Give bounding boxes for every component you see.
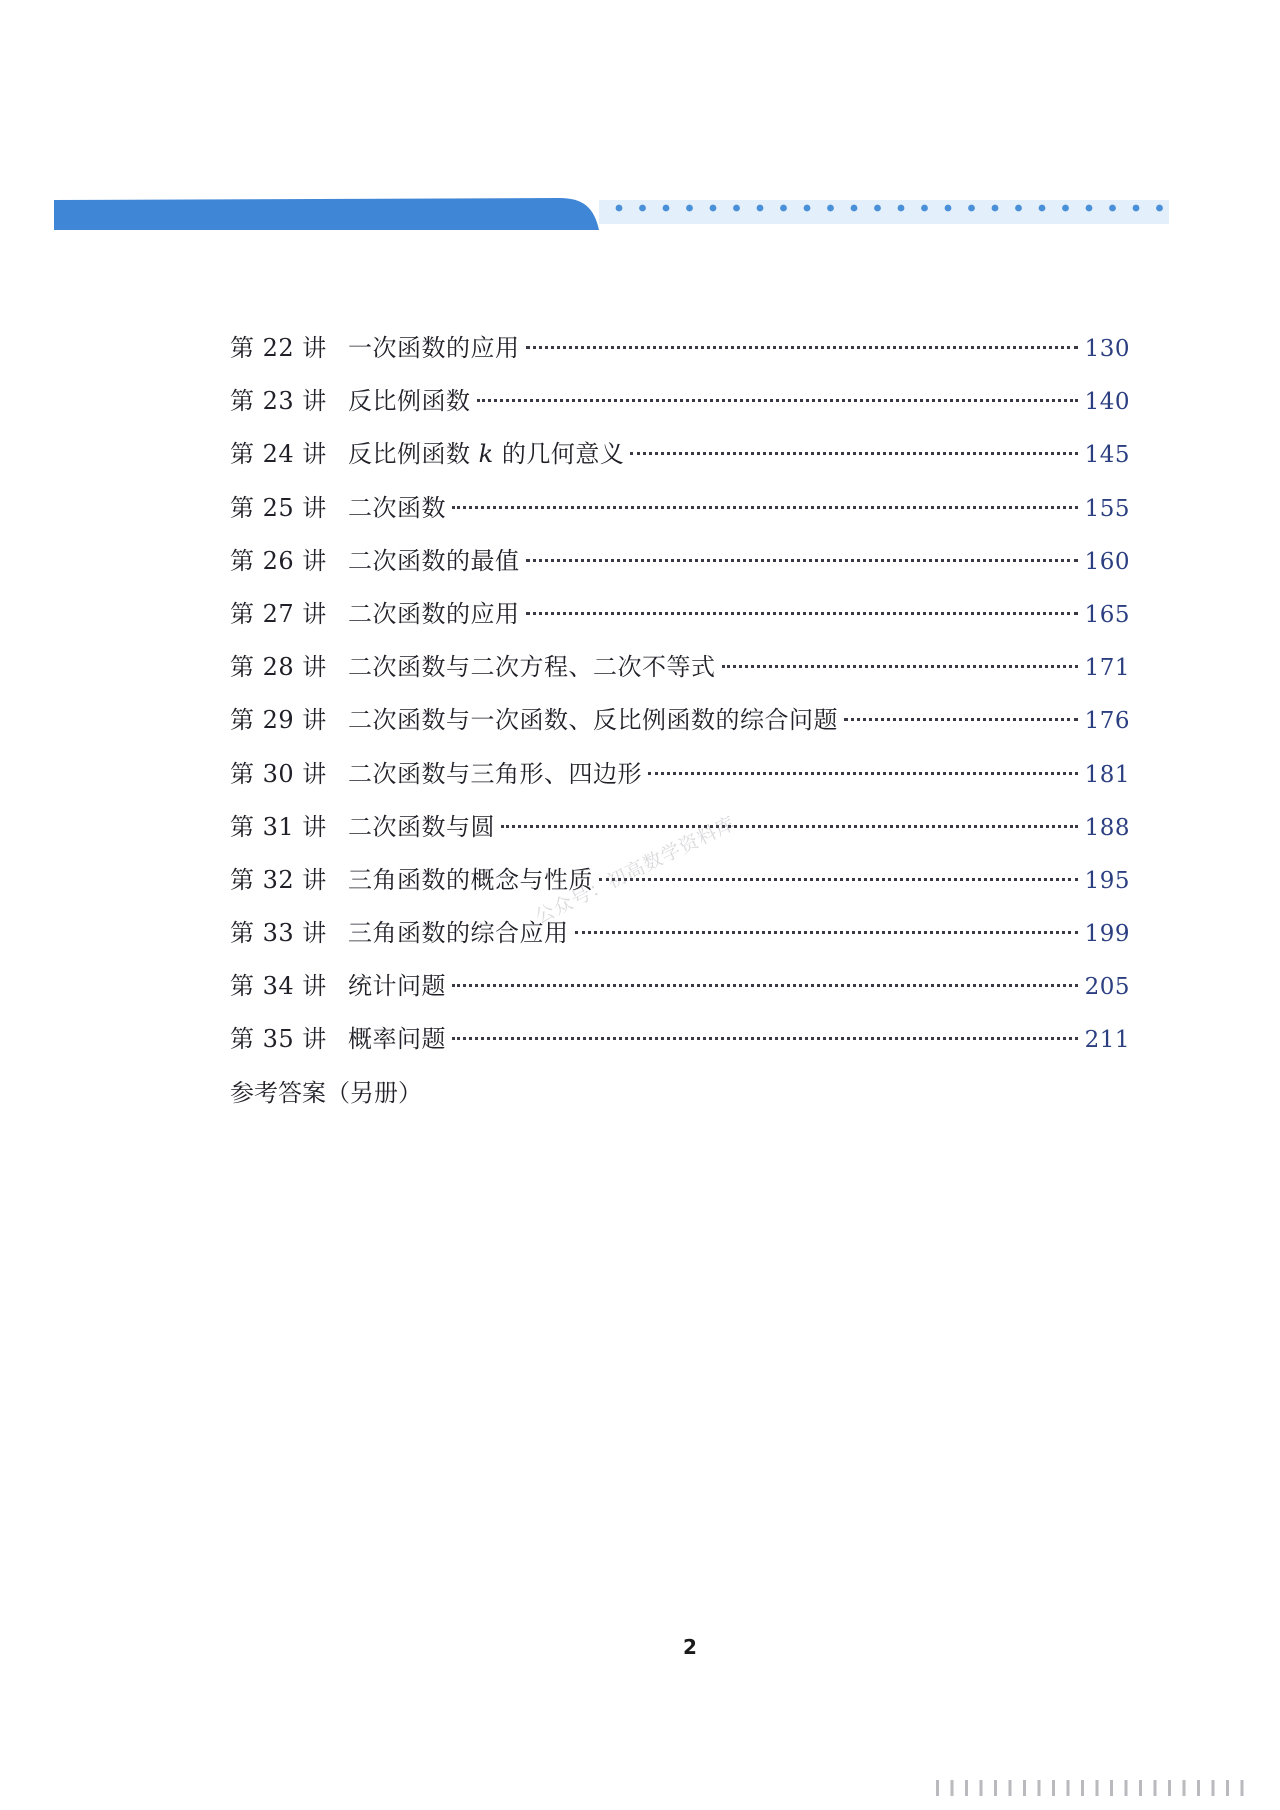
- toc-dot-leader: [501, 825, 1078, 828]
- toc-entry-number: 第 29 讲: [230, 706, 327, 735]
- header-dot: [898, 205, 905, 212]
- toc-entry[interactable]: [230, 754, 1130, 807]
- footer-tick: [1067, 1780, 1070, 1796]
- header-band-light: [599, 200, 1169, 224]
- header-dot: [804, 205, 811, 212]
- footer-tick: [1241, 1780, 1244, 1796]
- header-dot: [639, 205, 646, 212]
- toc-entry-page: 130: [1084, 336, 1130, 362]
- footer-tick: [1052, 1780, 1055, 1796]
- toc-entry-title: [348, 434, 624, 469]
- header-dot: [874, 205, 881, 212]
- header-band: [54, 194, 1184, 230]
- header-dot: [663, 205, 670, 212]
- toc-entry-number: 第 32 讲: [230, 865, 327, 894]
- toc-entry[interactable]: [230, 594, 1130, 647]
- toc-entry[interactable]: [230, 1019, 1130, 1072]
- toc-entry[interactable]: [230, 913, 1130, 966]
- footer-edge-ticks: [936, 1780, 1244, 1796]
- toc-dot-leader: [575, 931, 1079, 934]
- toc-dot-leader: [526, 346, 1079, 349]
- toc-entry-page: 211: [1084, 1027, 1130, 1054]
- header-dot: [1156, 205, 1163, 212]
- header-dot: [827, 205, 834, 212]
- footer-tick: [1081, 1780, 1084, 1796]
- toc-dot-leader: [844, 718, 1078, 721]
- footer-tick: [1212, 1780, 1215, 1796]
- footer-tick: [1023, 1780, 1026, 1796]
- footer-tick: [1226, 1780, 1229, 1796]
- toc-entry-number: 第 24 讲: [230, 440, 327, 469]
- header-dot: [686, 205, 693, 212]
- toc-entry-title: 二次函数与圆: [348, 812, 495, 841]
- header-dot: [1133, 205, 1140, 212]
- toc-entry-title: 二次函数的应用: [348, 599, 520, 628]
- toc-dot-leader: [648, 772, 1078, 775]
- header-dot: [710, 205, 717, 212]
- toc-entry-page: 171: [1084, 655, 1130, 682]
- toc-entry-number: 第 34 讲: [230, 972, 327, 1001]
- toc-entry-title: 概率问题: [348, 1025, 446, 1054]
- toc-dot-leader: [722, 665, 1079, 668]
- footer-tick: [1139, 1780, 1142, 1796]
- toc-dot-leader: [452, 506, 1078, 509]
- toc-entry-title: 二次函数: [348, 493, 446, 522]
- toc-entry-title: 一次函数的应用: [348, 334, 520, 362]
- header-dot: [780, 205, 787, 212]
- toc-entry-page: 165: [1084, 601, 1130, 628]
- toc-entry-page: 195: [1084, 867, 1130, 894]
- toc-entry-page: 199: [1084, 921, 1130, 948]
- header-band-solid: [54, 198, 599, 230]
- footer-tick: [951, 1780, 954, 1796]
- toc-entry-title: 三角函数的概念与性质: [348, 865, 593, 894]
- footer-tick: [1009, 1780, 1012, 1796]
- footer-tick: [1168, 1780, 1171, 1796]
- toc-dot-leader: [599, 878, 1078, 881]
- toc-entry-number: 第 26 讲: [230, 546, 327, 575]
- toc-entry[interactable]: [230, 700, 1130, 753]
- toc-dot-leader: [526, 559, 1079, 562]
- header-dot: [992, 205, 999, 212]
- toc-entry[interactable]: [230, 541, 1130, 594]
- header-dot: [1086, 205, 1093, 212]
- toc-entry-number: 第 23 讲: [230, 387, 327, 416]
- toc-entry-title: 二次函数与一次函数、反比例函数的综合问题: [348, 706, 838, 735]
- table-of-contents: [230, 328, 1130, 1126]
- toc-entry[interactable]: [230, 488, 1130, 541]
- toc-entry-number: 第 25 讲: [230, 493, 327, 522]
- toc-dot-leader: [452, 984, 1078, 987]
- footer-tick: [1110, 1780, 1113, 1796]
- toc-entry-title: 二次函数与二次方程、二次不等式: [348, 653, 716, 682]
- toc-entry-title-variable: k: [478, 440, 494, 469]
- toc-entry-number: 第 33 讲: [230, 919, 327, 948]
- toc-entry-title-post: 的几何意义: [493, 440, 625, 469]
- toc-entry-title: 三角函数的综合应用: [348, 919, 569, 948]
- toc-entry-number: 第 31 讲: [230, 812, 327, 841]
- header-dot: [921, 205, 928, 212]
- toc-entry-title: 二次函数的最值: [348, 546, 520, 575]
- toc-entry-number: 第 28 讲: [230, 653, 327, 682]
- toc-entry[interactable]: [230, 860, 1130, 913]
- toc-entry-number: 第 35 讲: [230, 1025, 327, 1054]
- header-dot: [851, 205, 858, 212]
- toc-entry-page: 176: [1084, 708, 1130, 735]
- toc-entry-page: 160: [1084, 548, 1130, 575]
- footer-tick: [936, 1780, 939, 1796]
- toc-entry-page: 155: [1084, 495, 1130, 522]
- footer-tick: [1038, 1780, 1041, 1796]
- toc-entry[interactable]: [230, 381, 1130, 434]
- header-dot: [616, 205, 623, 212]
- toc-entry-page: 181: [1084, 761, 1130, 788]
- toc-dot-leader: [526, 612, 1079, 615]
- header-dot: [968, 205, 975, 212]
- toc-entry-title-pre: 反比例函数: [348, 440, 479, 469]
- header-dot: [1039, 205, 1046, 212]
- footer-tick: [1154, 1780, 1157, 1796]
- footer-tick: [980, 1780, 983, 1796]
- footer-tick: [1183, 1780, 1186, 1796]
- toc-entry-title: 反比例函数: [348, 387, 471, 416]
- header-dot: [1062, 205, 1069, 212]
- toc-entry-page: 140: [1084, 389, 1130, 416]
- header-dot: [945, 205, 952, 212]
- toc-dot-leader: [452, 1037, 1078, 1040]
- toc-dot-leader: [630, 452, 1078, 455]
- toc-entry-title: 二次函数与三角形、四边形: [348, 759, 642, 788]
- toc-answers-label: 参考答案（另册）: [230, 1078, 422, 1107]
- footer-tick: [1096, 1780, 1099, 1796]
- toc-entry[interactable]: [230, 966, 1130, 1019]
- watermark: 公众号：初高数学资料库: [531, 812, 740, 929]
- toc-entry[interactable]: [230, 328, 1130, 381]
- page-number: 2: [683, 1635, 697, 1659]
- footer-tick: [994, 1780, 997, 1796]
- toc-entry-page: 145: [1084, 442, 1130, 469]
- footer-tick: [1125, 1780, 1128, 1796]
- toc-entry-page: 205: [1084, 974, 1130, 1001]
- toc-entry-number: 第 22 讲: [230, 334, 327, 362]
- header-dot: [1109, 205, 1116, 212]
- toc-dot-leader: [477, 399, 1079, 402]
- toc-entry[interactable]: [230, 434, 1130, 487]
- toc-entry[interactable]: [230, 647, 1130, 700]
- header-dot: [733, 205, 740, 212]
- header-dot: [1015, 205, 1022, 212]
- toc-entry-number: 第 30 讲: [230, 759, 327, 788]
- toc-entry-page: 188: [1084, 814, 1130, 841]
- toc-answers-entry[interactable]: [230, 1073, 1130, 1126]
- footer-edge-tabs: [930, 1778, 1260, 1798]
- toc-entry-title: 统计问题: [348, 972, 446, 1001]
- footer-tick: [1197, 1780, 1200, 1796]
- footer-tick: [965, 1780, 968, 1796]
- header-dot: [757, 205, 764, 212]
- toc-entry-number: 第 27 讲: [230, 599, 327, 628]
